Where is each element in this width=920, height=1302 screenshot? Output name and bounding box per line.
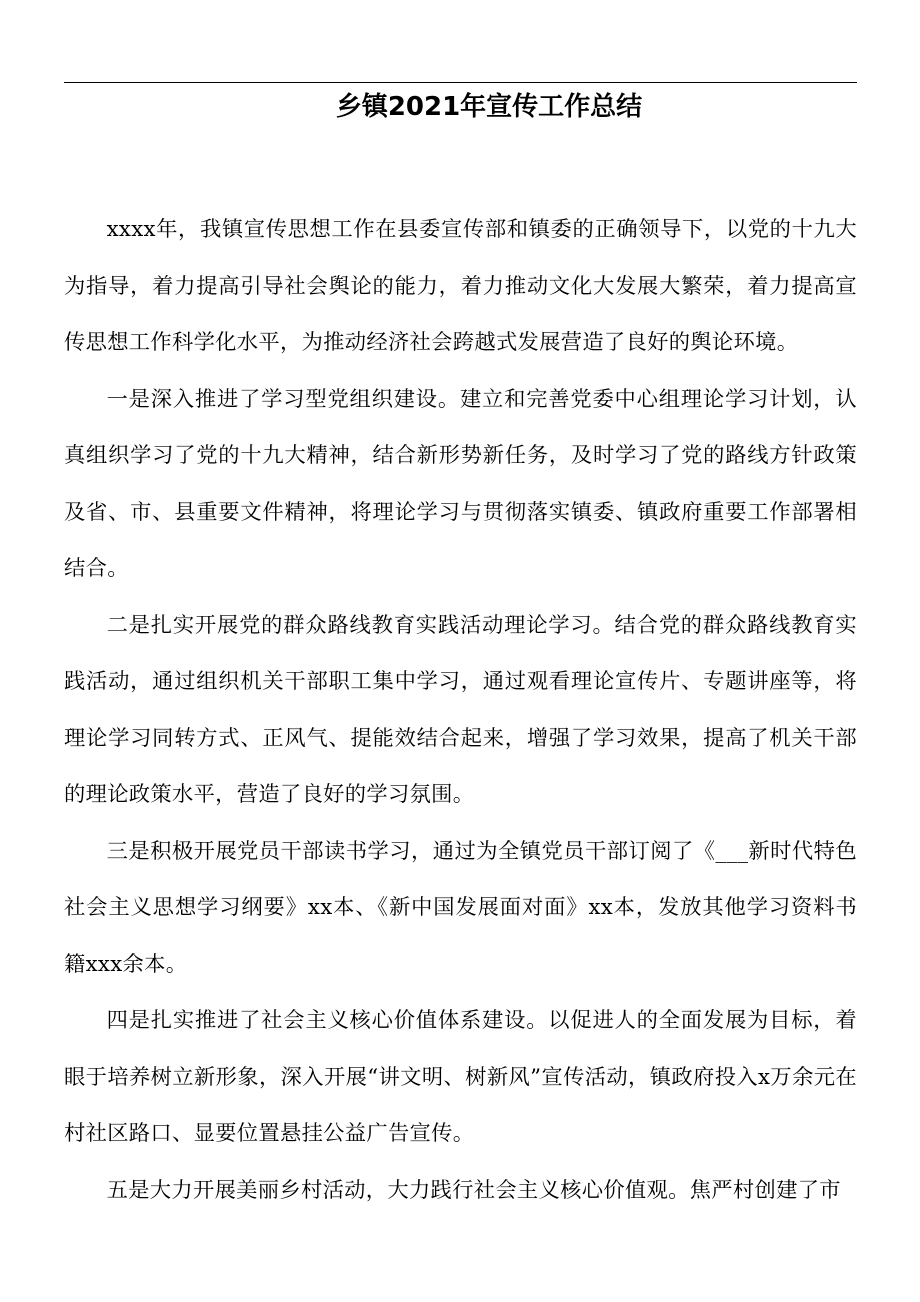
- paragraph-4: 四是扎实推进了社会主义核心价值体系建设。以促进人的全面发展为目标，着眼于培养树立新形象，深入开展“讲文明、树新风”宣传活动，镇政府投入x万余元在村社区路口、显要位置悬挂公益广告宣传。: [64, 1008, 857, 1146]
- paragraph-intro: xxxx年，我镇宣传思想工作在县委宣传部和镇委的正确领导下，以党的十九大为指导，着力提高引导社会舆论的能力，着力推动文化大发展大繁荣，着力提高宣传思想工作科学化水平，为推动经济社会跨越式发展营造了良好的舆论环境。: [64, 217, 857, 355]
- header-rule: [64, 82, 857, 83]
- paragraph-3: 三是积极开展党员干部读书学习，通过为全镇党员干部订阅了《___新时代特色社会主义思想学习纲要》xx本、《新中国发展面对面》xx本，发放其他学习资料书籍xxx余本。: [64, 838, 857, 977]
- page-title: 乡镇2021年宣传工作总结: [335, 92, 643, 122]
- paragraph-5: 五是大力开展美丽乡村活动，大力践行社会主义核心价值观。焦严村创建了市: [106, 1177, 841, 1203]
- paragraph-1: 一是深入推进了学习型党组织建设。建立和完善党委中心组理论学习计划，认真组织学习了党的十九大精神，结合新形势新任务，及时学习了党的路线方针政策及省、市、县重要文件精神，将理论学习与贯彻落实镇委、镇政府重要工作部署相结合。: [64, 386, 857, 581]
- paragraph-2: 二是扎实开展党的群众路线教育实践活动理论学习。结合党的群众路线教育实践活动，通过组织机关干部职工集中学习，通过观看理论宣传片、专题讲座等，将理论学习同转方式、正风气、提能效结合起来，增强了学习效果，提高了机关干部的理论政策水平，营造了良好的学习氛围。: [64, 612, 857, 807]
- document-body: [64, 202, 857, 1219]
